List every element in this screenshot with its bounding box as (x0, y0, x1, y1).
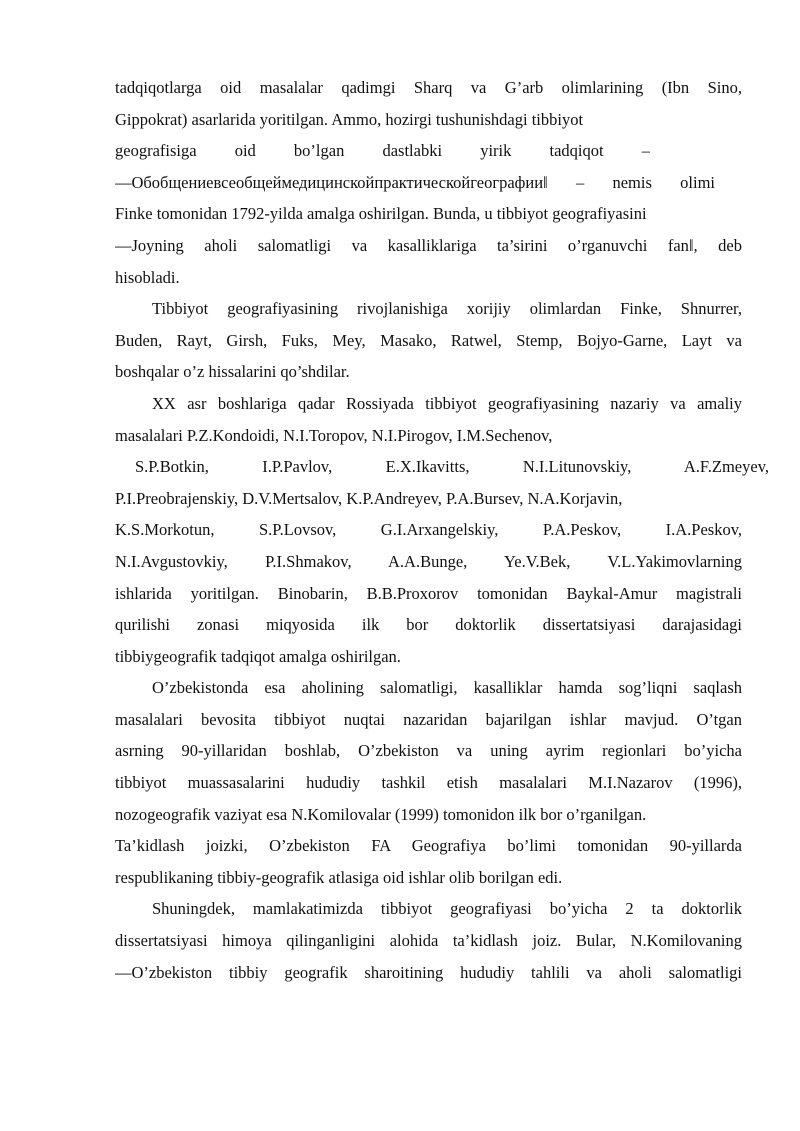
text-line: hisobladi. (115, 267, 180, 287)
text-line: Buden, Rayt, Girsh, Fuks, Mey, Masako, Ratwel, Stemp, Bojyo-Garne, Layt va (115, 330, 742, 350)
text-line: O’zbekistonda esa aholining salomatligi, kasalliklar hamda sog’liqni saqlash (152, 678, 742, 698)
text-line: S.P.Botkin, I.P.Pavlov, E.X.Ikavitts, N.I.Litunovskiy, A.F.Zmeyev, (135, 457, 769, 477)
text-line: Ta’kidlash joizki, O’zbekiston FA Geografiya bo’limi tomonidan 90-yillarda (115, 836, 742, 856)
text-line: Tibbiyot geografiyasining rivojlanishiga xorijiy olimlardan Finke, Shnurrer, (152, 299, 742, 319)
text-line: tibbiyot muassasalarini hududiy tashkil etish masalalari M.I.Nazarov (1996), (115, 773, 742, 793)
text-line: Shuningdek, mamlakatimizda tibbiyot geografiyasi bo’yicha 2 ta doktorlik (152, 899, 742, 919)
text-line: P.I.Preobrajenskiy, D.V.Mertsalov, K.P.Andreyev, P.A.Bursev, N.A.Korjavin, (115, 488, 623, 508)
text-line: N.I.Avgustovkiy, P.I.Shmakov, A.A.Bunge, Ye.V.Bek, V.L.Yakimovlarning (115, 551, 742, 571)
text-line: ishlarida yoritilgan. Binobarin, B.B.Proxorov tomonidan Baykal-Amur magistrali (115, 583, 742, 603)
text-line: qurilishi zonasi miqyosida ilk bor doktorlik dissertatsiyasi darajasidagi (115, 615, 742, 635)
text-line: boshqalar o’z hissalarini qo’shdilar. (115, 362, 350, 382)
text-line: masalalari bevosita tibbiyot nuqtai nazaridan bajarilgan ishlar mavjud. O’tgan (115, 709, 742, 729)
text-line: dissertatsiyasi himoya qilinganligini alohida ta’kidlash joiz. Bular, N.Komilovaning (115, 931, 742, 951)
text-line: K.S.Morkotun, S.P.Lovsov, G.I.Arxangelskiy, P.A.Peskov, I.A.Peskov, (115, 520, 742, 540)
text-line: ―Обобщениевсеобщеймедицинскойпрактическойгеографии‖ – nemis olimi (115, 172, 715, 192)
text-line: nozogeografik vaziyat esa N.Komilovalar (1999) tomonidon ilk bor o’rganilgan. (115, 804, 647, 824)
text-line: ―O’zbekiston tibbiy geografik sharoitining hududiy tahlili va aholi salomatligi (115, 962, 742, 982)
text-line: tadqiqotlarga oid masalalar qadimgi Sharq va G’arb olimlarining (Ibn Sino, (115, 78, 742, 97)
document-page (115, 72, 769, 988)
text-line: masalalari P.Z.Kondoidi, N.I.Toropov, N.I.Pirogov, I.M.Sechenov, (115, 425, 553, 445)
text-line: asrning 90-yillaridan boshlab, O’zbekiston va uning ayrim regionlari bo’yicha (115, 741, 742, 761)
text-line: respublikaning tibbiy-geografik atlasiga oid ishlar olib borilgan edi. (115, 867, 563, 887)
text-line: geografisiga oid bo’lgan dastlabki yirik tadqiqot – (115, 141, 650, 161)
text-line: ―Joyning aholi salomatligi va kasalliklariga ta’sirini o’rganuvchi fan‖, deb (115, 235, 742, 255)
text-line: Finke tomonidan 1792-yilda amalga oshirilgan. Bunda, u tibbiyot geografiyasini (115, 204, 647, 224)
text-line: XX asr boshlariga qadar Rossiyada tibbiyot geografiyasining nazariy va amaliy (152, 393, 742, 413)
text-line: Gippokrat) asarlarida yoritilgan. Ammo, hozirgi tushunishdagi tibbiyot (115, 109, 584, 129)
text-line: tibbiygeografik tadqiqot amalga oshirilgan. (115, 646, 401, 666)
